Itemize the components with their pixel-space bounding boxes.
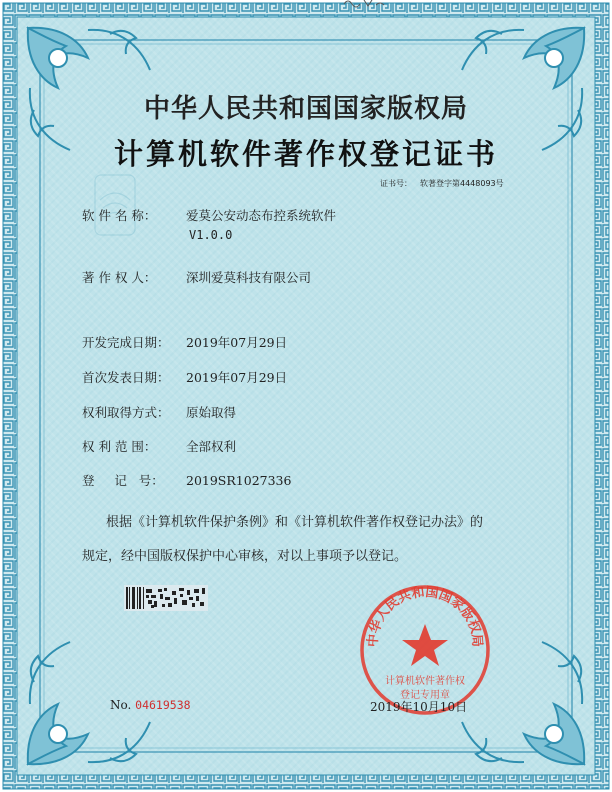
body-line-2: 规定，经中国版权保护中心审核，对以上事项予以登记。 [82, 549, 408, 564]
field-label: 软 件 名 称： [82, 208, 157, 223]
field-label: 开发完成日期： [82, 335, 170, 350]
seal-line-1: 计算机软件著作权 [385, 676, 465, 687]
field-label: 著 作 权 人： [82, 270, 157, 285]
field-acquisition-method [82, 403, 236, 421]
issuer-title: 中华人民共和国国家版权局 [143, 94, 468, 124]
software-version: V1.0.0 [189, 228, 233, 242]
field-value: 爱莫公安动态布控系统软件 [186, 208, 337, 223]
field-copyright-owner [82, 268, 311, 286]
field-value: 2019年07月29日 [186, 335, 288, 350]
field-value: 2019年07月29日 [186, 370, 288, 385]
field-rights-scope [82, 437, 236, 455]
field-label: 登 记 号： [82, 473, 164, 488]
serial-number-label: No. [110, 698, 132, 712]
field-label: 权 利 范 围： [82, 439, 157, 454]
certificate-number-value: 软著登字第4448093号 [420, 179, 504, 188]
handwritten-mark [340, 0, 390, 10]
field-value: 全部权利 [186, 439, 237, 454]
seal-line-2: 登记专用章 [400, 690, 450, 701]
field-software-name [82, 206, 336, 224]
field-label: 首次发表日期： [82, 370, 170, 385]
field-registration-number [82, 471, 291, 489]
field-value: 原始取得 [186, 405, 237, 420]
certificate-number-label: 证书号： [380, 179, 412, 188]
seal-star [402, 624, 448, 666]
serial-number-value: 04619538 [135, 698, 191, 712]
field-value: 2019SR1027336 [186, 473, 292, 488]
watermark-emblem [95, 175, 135, 235]
seal-ring-text: 中华人民共和国国家版权局 [365, 584, 485, 648]
field-publish-date [82, 368, 287, 386]
field-label: 权利取得方式： [82, 405, 170, 420]
field-development-date [82, 333, 287, 351]
body-line-1: 根据《计算机软件保护条例》和《计算机软件著作权登记办法》的 [106, 515, 484, 530]
certificate-title: 计算机软件著作权登记证书 [113, 137, 498, 171]
field-value: 深圳爱莫科技有限公司 [186, 270, 312, 285]
issue-date: 2019年10月10日 [370, 700, 468, 714]
serial-number [110, 698, 191, 712]
barcode [124, 585, 208, 611]
certificate-number [380, 178, 512, 189]
